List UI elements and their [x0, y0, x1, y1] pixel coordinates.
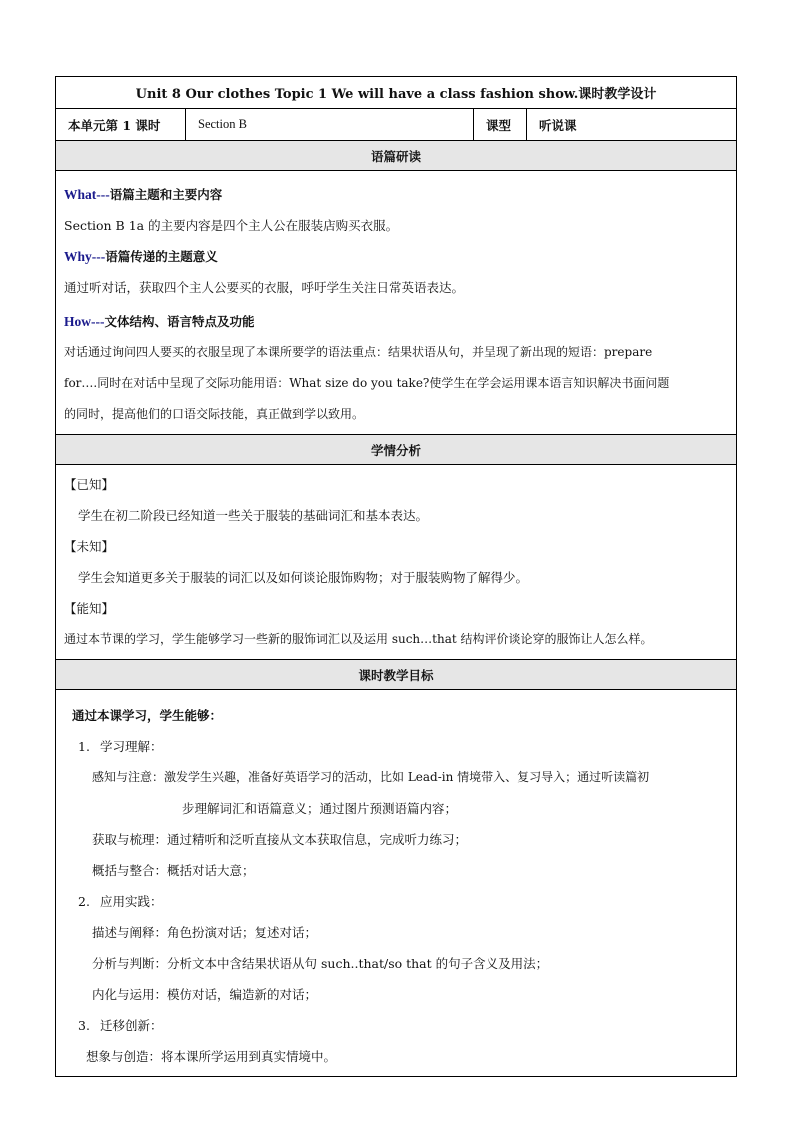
goal-2-number: 2. [78, 894, 90, 909]
what-body: Section B 1a 的主要内容是四个主人公在服装店购买衣服。 [64, 218, 399, 233]
goal-3-number: 3. [78, 1018, 90, 1033]
goal-2a: 描述与阐释：角色扮演对话；复述对话； [92, 925, 318, 940]
what-line [64, 179, 730, 210]
known-label: 【已知】 [64, 477, 115, 492]
how-body-line2: for….同时在对话中呈现了交际功能用语：What size do you take?使学生在学会运用课本语言知识解决书面问题 [64, 376, 670, 390]
unknown-body: 学生会知道更多关于服装的词汇以及如何谈论服饰购物；对于服装购物了解得少。 [78, 570, 529, 585]
goal-1b: 获取与梳理：通过精听和泛听直接从文本获取信息，完成听力练习； [92, 832, 468, 847]
goal-1c: 概括与整合：概括对话大意； [92, 863, 255, 878]
why-title: 语篇传递的主题意义 [105, 249, 218, 264]
lesson-plan-table [55, 76, 737, 1077]
unit-lesson-label: 本单元第 1 课时 [56, 109, 186, 140]
able-label: 【能知】 [64, 601, 115, 616]
goal-3-title [64, 1010, 730, 1041]
how-title: 文体结构、语言特点及功能 [104, 314, 255, 329]
how-body-line3: 的同时，提高他们的口语交际技能，真正做到学以致用。 [64, 407, 365, 421]
why-line [64, 241, 730, 272]
learner-analysis-heading: 学情分析 [56, 435, 736, 465]
objectives-heading: 课时教学目标 [56, 660, 736, 690]
section-value: Section B [186, 109, 474, 140]
why-body: 通过听对话，获取四个主人公要买的衣服，呼吁学生关注日常英语表达。 [64, 280, 465, 295]
lesson-type-value: 听说课 [539, 117, 577, 133]
known-body: 学生在初二阶段已经知道一些关于服装的基础词汇和基本表达。 [78, 508, 429, 523]
how-body-line1: 对话通过询问四人要买的衣服呈现了本课所要学的语法重点：结果状语从句，并呈现了新出现的短语：prepare [64, 345, 653, 359]
goal-2c: 内化与运用：模仿对话，编造新的对话； [92, 987, 318, 1002]
how-line [64, 306, 730, 337]
goal-3-label: 迁移创新： [100, 1018, 163, 1033]
learner-analysis-content [56, 465, 736, 660]
goal-1-title [64, 731, 730, 762]
objectives-content [56, 690, 736, 1076]
what-title: 语篇主题和主要内容 [109, 187, 223, 202]
objectives-intro: 通过本课学习，学生能够： [72, 708, 223, 723]
document-title: Unit 8 Our clothes Topic 1 We will have a class fashion show.课时教学设计 [56, 77, 736, 109]
goal-1a-line1: 感知与注意：激发学生兴趣，准备好英语学习的活动，比如 Lead-in 情境带入、复习导入；通过听读篇初 [92, 770, 650, 784]
lesson-type-label: 课型 [474, 109, 527, 140]
unknown-label: 【未知】 [64, 539, 115, 554]
able-body: 通过本节课的学习，学生能够学习一些新的服饰词汇以及运用 such…that 结构评价谈论穿的服饰让人怎么样。 [64, 632, 653, 646]
text-reading-heading: 语篇研读 [56, 141, 736, 171]
goal-3a: 想象与创造：将本课所学运用到真实情境中。 [86, 1049, 337, 1064]
why-key: Why--- [64, 249, 106, 264]
goal-2-label: 应用实践： [100, 894, 163, 909]
what-key: What--- [64, 187, 110, 202]
text-reading-content [56, 171, 736, 435]
goal-1-label: 学习理解： [100, 739, 163, 754]
goal-2-title [64, 886, 730, 917]
goal-2b: 分析与判断：分析文本中含结果状语从句 such..that/so that 的句子含义及用法； [92, 956, 549, 971]
goal-1-number: 1. [78, 739, 90, 754]
info-row [56, 109, 736, 141]
how-key: How--- [64, 314, 105, 329]
goal-1a-line2: 步理解词汇和语篇意义；通过图片预测语篇内容； [182, 801, 458, 816]
